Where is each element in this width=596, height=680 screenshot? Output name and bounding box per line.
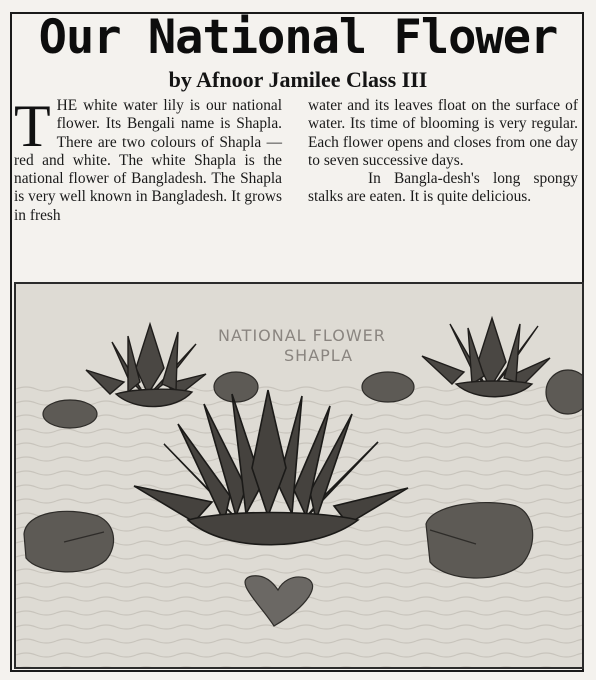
lily-pad	[43, 400, 97, 428]
child-drawing	[14, 282, 584, 669]
drawing-title: NATIONAL FLOWER	[218, 326, 386, 345]
paragraph-1	[14, 93, 282, 225]
drop-cap: T	[14, 93, 51, 159]
lily-pad	[426, 503, 533, 578]
drawing-subtitle: SHAPLA	[284, 346, 354, 365]
lily-pad	[214, 372, 258, 402]
article-column-left	[14, 93, 282, 225]
headline: Our National Flower	[38, 10, 558, 65]
lily-pad	[24, 511, 114, 572]
paragraph-1-continued: water and its leaves float on the surface of water. Its time of blooming is very regular. Each flower opens and closes from one day to seven successive days.	[308, 97, 578, 169]
byline: by Afnoor Jamilee Class III	[168, 67, 428, 92]
lily-pad	[362, 372, 414, 402]
article-column-right	[308, 97, 578, 207]
paragraph-1-text: HE white water lily is our national flower. Its Bengali name is Shapla. There are two colours of Shapla — red and white. The white Shapla is the national flower of Bangladesh. The Shapla is very well known in Bangladesh. It grows in fresh	[14, 97, 282, 224]
paragraph-2: In Bangla-desh's long spongy stalks are eaten. It is quite delicious.	[308, 170, 578, 206]
